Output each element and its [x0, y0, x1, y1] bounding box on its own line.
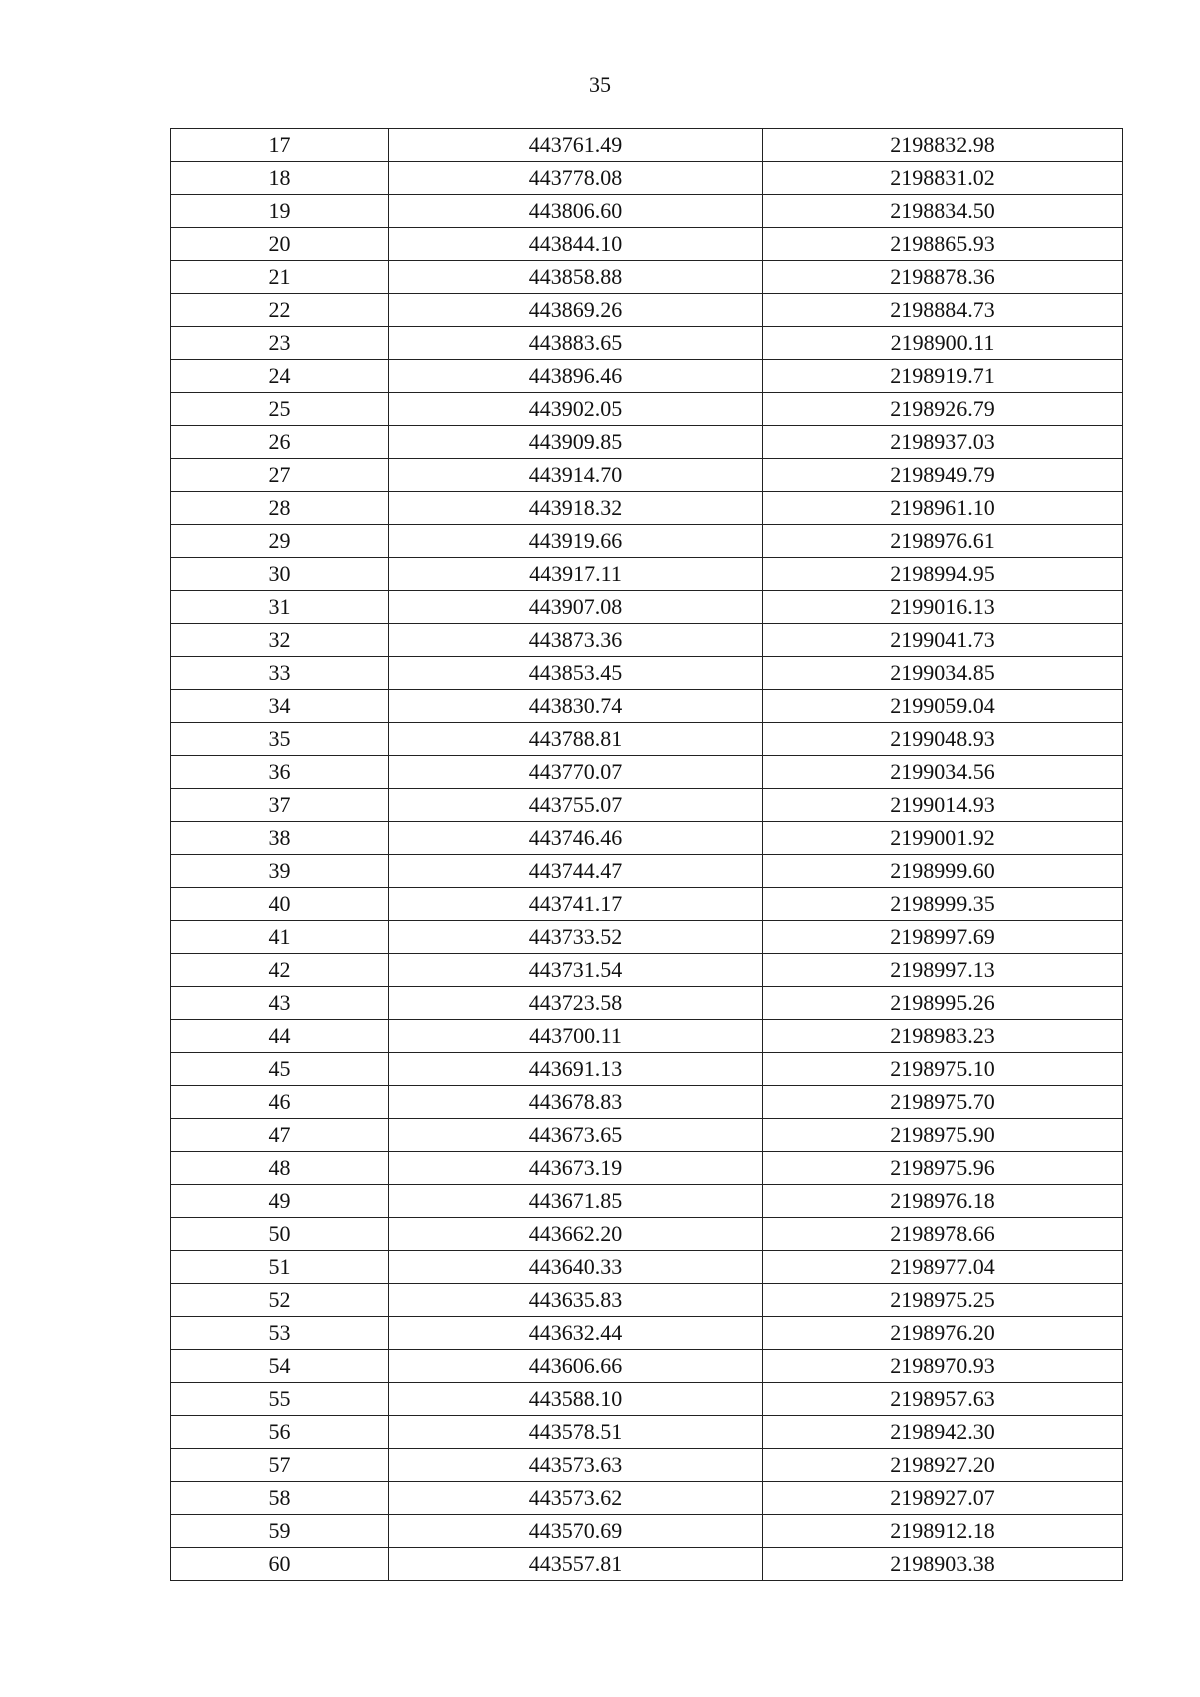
- point-number-cell: 48: [171, 1152, 389, 1185]
- point-number-cell: 32: [171, 624, 389, 657]
- x-coordinate-cell: 443755.07: [389, 789, 763, 822]
- x-coordinate-cell: 443733.52: [389, 921, 763, 954]
- x-coordinate-cell: 443778.08: [389, 162, 763, 195]
- coordinates-table-body: [171, 129, 1123, 1581]
- table-row: [171, 1515, 1123, 1548]
- y-coordinate-cell: 2198865.93: [763, 228, 1123, 261]
- table-row: [171, 987, 1123, 1020]
- table-row: [171, 1152, 1123, 1185]
- x-coordinate-cell: 443557.81: [389, 1548, 763, 1581]
- y-coordinate-cell: 2198942.30: [763, 1416, 1123, 1449]
- y-coordinate-cell: 2198976.20: [763, 1317, 1123, 1350]
- table-row: [171, 195, 1123, 228]
- table-row: [171, 1185, 1123, 1218]
- x-coordinate-cell: 443918.32: [389, 492, 763, 525]
- x-coordinate-cell: 443869.26: [389, 294, 763, 327]
- point-number-cell: 21: [171, 261, 389, 294]
- x-coordinate-cell: 443578.51: [389, 1416, 763, 1449]
- y-coordinate-cell: 2198900.11: [763, 327, 1123, 360]
- table-row: [171, 657, 1123, 690]
- y-coordinate-cell: 2198975.25: [763, 1284, 1123, 1317]
- point-number-cell: 36: [171, 756, 389, 789]
- page-number: 35: [589, 72, 611, 97]
- point-number-cell: 52: [171, 1284, 389, 1317]
- y-coordinate-cell: 2198976.18: [763, 1185, 1123, 1218]
- table-row: [171, 855, 1123, 888]
- table-row: [171, 162, 1123, 195]
- table-row: [171, 723, 1123, 756]
- table-row: [171, 393, 1123, 426]
- y-coordinate-cell: 2198834.50: [763, 195, 1123, 228]
- y-coordinate-cell: 2198903.38: [763, 1548, 1123, 1581]
- y-coordinate-cell: 2199034.56: [763, 756, 1123, 789]
- point-number-cell: 60: [171, 1548, 389, 1581]
- y-coordinate-cell: 2198912.18: [763, 1515, 1123, 1548]
- point-number-cell: 19: [171, 195, 389, 228]
- table-row: [171, 1548, 1123, 1581]
- x-coordinate-cell: 443640.33: [389, 1251, 763, 1284]
- y-coordinate-cell: 2198997.69: [763, 921, 1123, 954]
- point-number-cell: 56: [171, 1416, 389, 1449]
- x-coordinate-cell: 443691.13: [389, 1053, 763, 1086]
- point-number-cell: 35: [171, 723, 389, 756]
- y-coordinate-cell: 2198937.03: [763, 426, 1123, 459]
- x-coordinate-cell: 443673.65: [389, 1119, 763, 1152]
- x-coordinate-cell: 443853.45: [389, 657, 763, 690]
- x-coordinate-cell: 443746.46: [389, 822, 763, 855]
- x-coordinate-cell: 443673.19: [389, 1152, 763, 1185]
- table-row: [171, 525, 1123, 558]
- point-number-cell: 57: [171, 1449, 389, 1482]
- point-number-cell: 46: [171, 1086, 389, 1119]
- table-row: [171, 921, 1123, 954]
- y-coordinate-cell: 2199048.93: [763, 723, 1123, 756]
- table-row: [171, 1482, 1123, 1515]
- point-number-cell: 59: [171, 1515, 389, 1548]
- table-row: [171, 1251, 1123, 1284]
- point-number-cell: 17: [171, 129, 389, 162]
- table-row: [171, 1020, 1123, 1053]
- y-coordinate-cell: 2198961.10: [763, 492, 1123, 525]
- point-number-cell: 33: [171, 657, 389, 690]
- x-coordinate-cell: 443741.17: [389, 888, 763, 921]
- table-row: [171, 624, 1123, 657]
- x-coordinate-cell: 443573.63: [389, 1449, 763, 1482]
- y-coordinate-cell: 2198977.04: [763, 1251, 1123, 1284]
- x-coordinate-cell: 443844.10: [389, 228, 763, 261]
- y-coordinate-cell: 2198976.61: [763, 525, 1123, 558]
- table-row: [171, 327, 1123, 360]
- y-coordinate-cell: 2198832.98: [763, 129, 1123, 162]
- point-number-cell: 43: [171, 987, 389, 1020]
- point-number-cell: 38: [171, 822, 389, 855]
- table-row: [171, 1053, 1123, 1086]
- x-coordinate-cell: 443744.47: [389, 855, 763, 888]
- point-number-cell: 25: [171, 393, 389, 426]
- y-coordinate-cell: 2198926.79: [763, 393, 1123, 426]
- point-number-cell: 55: [171, 1383, 389, 1416]
- y-coordinate-cell: 2199001.92: [763, 822, 1123, 855]
- point-number-cell: 42: [171, 954, 389, 987]
- y-coordinate-cell: 2198997.13: [763, 954, 1123, 987]
- x-coordinate-cell: 443909.85: [389, 426, 763, 459]
- point-number-cell: 41: [171, 921, 389, 954]
- point-number-cell: 23: [171, 327, 389, 360]
- x-coordinate-cell: 443914.70: [389, 459, 763, 492]
- y-coordinate-cell: 2198995.26: [763, 987, 1123, 1020]
- table-row: [171, 690, 1123, 723]
- point-number-cell: 34: [171, 690, 389, 723]
- table-row: [171, 756, 1123, 789]
- x-coordinate-cell: 443883.65: [389, 327, 763, 360]
- table-row: [171, 1416, 1123, 1449]
- y-coordinate-cell: 2198927.20: [763, 1449, 1123, 1482]
- table-row: [171, 294, 1123, 327]
- table-row: [171, 1383, 1123, 1416]
- table-row: [171, 1284, 1123, 1317]
- y-coordinate-cell: 2198975.10: [763, 1053, 1123, 1086]
- point-number-cell: 29: [171, 525, 389, 558]
- y-coordinate-cell: 2199014.93: [763, 789, 1123, 822]
- y-coordinate-cell: 2198975.90: [763, 1119, 1123, 1152]
- point-number-cell: 58: [171, 1482, 389, 1515]
- table-row: [171, 1317, 1123, 1350]
- point-number-cell: 40: [171, 888, 389, 921]
- table-row: [171, 1086, 1123, 1119]
- y-coordinate-cell: 2199034.85: [763, 657, 1123, 690]
- point-number-cell: 53: [171, 1317, 389, 1350]
- y-coordinate-cell: 2198884.73: [763, 294, 1123, 327]
- y-coordinate-cell: 2198949.79: [763, 459, 1123, 492]
- x-coordinate-cell: 443873.36: [389, 624, 763, 657]
- point-number-cell: 50: [171, 1218, 389, 1251]
- y-coordinate-cell: 2198970.93: [763, 1350, 1123, 1383]
- table-row: [171, 1218, 1123, 1251]
- table-row: [171, 261, 1123, 294]
- table-row: [171, 492, 1123, 525]
- x-coordinate-cell: 443788.81: [389, 723, 763, 756]
- table-row: [171, 1449, 1123, 1482]
- y-coordinate-cell: 2198975.70: [763, 1086, 1123, 1119]
- point-number-cell: 20: [171, 228, 389, 261]
- table-row: [171, 228, 1123, 261]
- x-coordinate-cell: 443570.69: [389, 1515, 763, 1548]
- x-coordinate-cell: 443662.20: [389, 1218, 763, 1251]
- point-number-cell: 24: [171, 360, 389, 393]
- y-coordinate-cell: 2198978.66: [763, 1218, 1123, 1251]
- table-row: [171, 954, 1123, 987]
- coordinates-table: [170, 128, 1123, 1581]
- y-coordinate-cell: 2198999.60: [763, 855, 1123, 888]
- x-coordinate-cell: 443917.11: [389, 558, 763, 591]
- x-coordinate-cell: 443770.07: [389, 756, 763, 789]
- point-number-cell: 26: [171, 426, 389, 459]
- point-number-cell: 37: [171, 789, 389, 822]
- point-number-cell: 31: [171, 591, 389, 624]
- point-number-cell: 28: [171, 492, 389, 525]
- y-coordinate-cell: 2199016.13: [763, 591, 1123, 624]
- y-coordinate-cell: 2198831.02: [763, 162, 1123, 195]
- y-coordinate-cell: 2198957.63: [763, 1383, 1123, 1416]
- y-coordinate-cell: 2198975.96: [763, 1152, 1123, 1185]
- y-coordinate-cell: 2198983.23: [763, 1020, 1123, 1053]
- y-coordinate-cell: 2199041.73: [763, 624, 1123, 657]
- point-number-cell: 39: [171, 855, 389, 888]
- point-number-cell: 54: [171, 1350, 389, 1383]
- y-coordinate-cell: 2198994.95: [763, 558, 1123, 591]
- table-row: [171, 1350, 1123, 1383]
- x-coordinate-cell: 443806.60: [389, 195, 763, 228]
- table-row: [171, 558, 1123, 591]
- x-coordinate-cell: 443632.44: [389, 1317, 763, 1350]
- point-number-cell: 44: [171, 1020, 389, 1053]
- table-row: [171, 459, 1123, 492]
- point-number-cell: 47: [171, 1119, 389, 1152]
- table-row: [171, 1119, 1123, 1152]
- x-coordinate-cell: 443858.88: [389, 261, 763, 294]
- table-row: [171, 426, 1123, 459]
- point-number-cell: 49: [171, 1185, 389, 1218]
- table-row: [171, 360, 1123, 393]
- x-coordinate-cell: 443588.10: [389, 1383, 763, 1416]
- point-number-cell: 27: [171, 459, 389, 492]
- x-coordinate-cell: 443678.83: [389, 1086, 763, 1119]
- table-row: [171, 789, 1123, 822]
- table-row: [171, 888, 1123, 921]
- table-row: [171, 591, 1123, 624]
- x-coordinate-cell: 443731.54: [389, 954, 763, 987]
- x-coordinate-cell: 443919.66: [389, 525, 763, 558]
- x-coordinate-cell: 443606.66: [389, 1350, 763, 1383]
- point-number-cell: 18: [171, 162, 389, 195]
- x-coordinate-cell: 443573.62: [389, 1482, 763, 1515]
- point-number-cell: 22: [171, 294, 389, 327]
- x-coordinate-cell: 443902.05: [389, 393, 763, 426]
- x-coordinate-cell: 443830.74: [389, 690, 763, 723]
- x-coordinate-cell: 443700.11: [389, 1020, 763, 1053]
- point-number-cell: 30: [171, 558, 389, 591]
- x-coordinate-cell: 443671.85: [389, 1185, 763, 1218]
- y-coordinate-cell: 2198999.35: [763, 888, 1123, 921]
- y-coordinate-cell: 2199059.04: [763, 690, 1123, 723]
- table-row: [171, 822, 1123, 855]
- table-row: [171, 129, 1123, 162]
- x-coordinate-cell: 443761.49: [389, 129, 763, 162]
- y-coordinate-cell: 2198919.71: [763, 360, 1123, 393]
- y-coordinate-cell: 2198878.36: [763, 261, 1123, 294]
- x-coordinate-cell: 443896.46: [389, 360, 763, 393]
- point-number-cell: 45: [171, 1053, 389, 1086]
- x-coordinate-cell: 443907.08: [389, 591, 763, 624]
- point-number-cell: 51: [171, 1251, 389, 1284]
- x-coordinate-cell: 443723.58: [389, 987, 763, 1020]
- x-coordinate-cell: 443635.83: [389, 1284, 763, 1317]
- y-coordinate-cell: 2198927.07: [763, 1482, 1123, 1515]
